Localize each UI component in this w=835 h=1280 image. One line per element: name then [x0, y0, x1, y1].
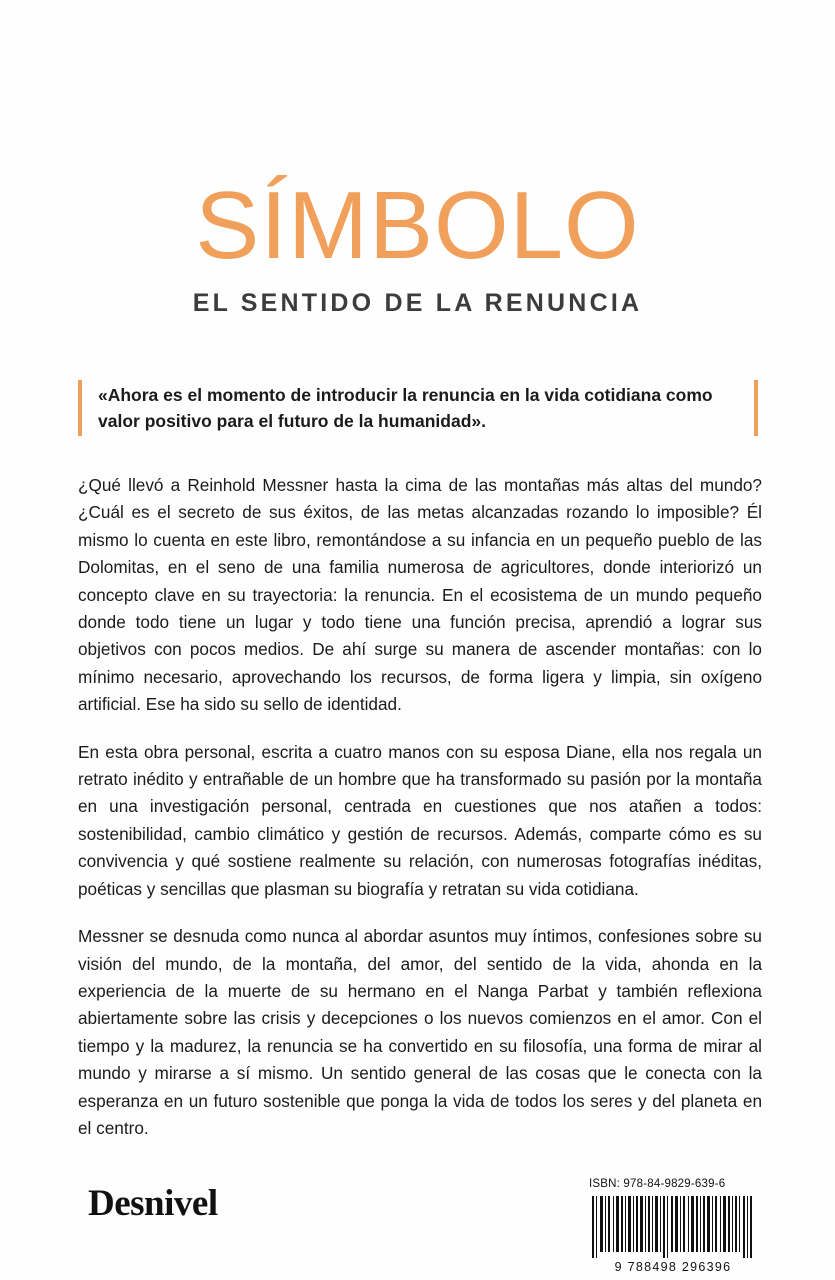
page-subtitle: EL SENTIDO DE LA RENUNCIA	[192, 289, 643, 317]
quote-rule-right	[754, 380, 758, 436]
isbn-label: ISBN: 978-84-9829-639-6	[589, 1178, 726, 1190]
publisher-logo: Desnivel	[88, 1183, 218, 1224]
pull-quote	[78, 380, 758, 436]
blurb-paragraph: ¿Qué llevó a Reinhold Messner hasta la cima de las montañas más altas del mundo? ¿Cuál es el secreto de sus éxitos, de las metas alcanzadas rozando lo imposible? Él mismo lo cuenta en este libro, remontándose a su infancia en un pequeño pueblo de las Dolomitas, en el seno de una familia numerosa de agricultores, donde interiorizó un concepto clave en su trayectoria: la renuncia. En el ecosistema de un mundo pequeño donde todo tiene un lugar y todo tiene una función precisa, aprendió a lograr sus objetivos con pocos medios. De ahí surge su manera de ascender montañas: con lo mínimo necesario, aprovechando los recursos, de forma ligera y limpia, sin oxígeno artificial. Ese ha sido su sello de identidad.	[78, 475, 762, 715]
quote-text: «Ahora es el momento de introducir la renuncia en la vida cotidiana como valor positivo para el futuro de la humanidad».	[98, 385, 713, 431]
isbn-block	[587, 1178, 757, 1274]
barcode-icon	[589, 1196, 755, 1258]
blurb-text	[78, 472, 762, 1142]
barcode-digits: 9 788498 296396	[614, 1260, 732, 1274]
page-title: SÍMBOLO	[195, 172, 640, 279]
blurb-paragraph: Messner se desnuda como nunca al abordar asuntos muy íntimos, confesiones sobre su visión del mundo, de la montaña, del amor, del sentido de la vida, ahonda en la experiencia de la muerte de su hermano en el Nanga Parbat y también reflexiona abiertamente sobre las crisis y decepciones o los nuevos comienzos en el amor. Con el tiempo y la madurez, la renuncia se ha convertido en su filosofía, una forma de mirar al mundo y mirarse a sí mismo. Un sentido general de las cosas que le conecta con la esperanza en un futuro sostenible que ponga la vida de todos los seres y del planeta en el centro.	[78, 926, 762, 1138]
blurb-paragraph: En esta obra personal, escrita a cuatro manos con su esposa Diane, ella nos regala un retrato inédito y entrañable de un hombre que ha transformado su pasión por la montaña en una investigación personal, centrada en cuestiones que nos atañen a todos: sostenibilidad, cambio climático y gestión de recursos. Además, comparte cómo es su convivencia y qué sostiene realmente su relación, con numerosas fotografías inéditas, poéticas y sencillas que plasman su biografía y retratan su vida cotidiana.	[78, 741, 762, 899]
title-block	[0, 172, 835, 318]
